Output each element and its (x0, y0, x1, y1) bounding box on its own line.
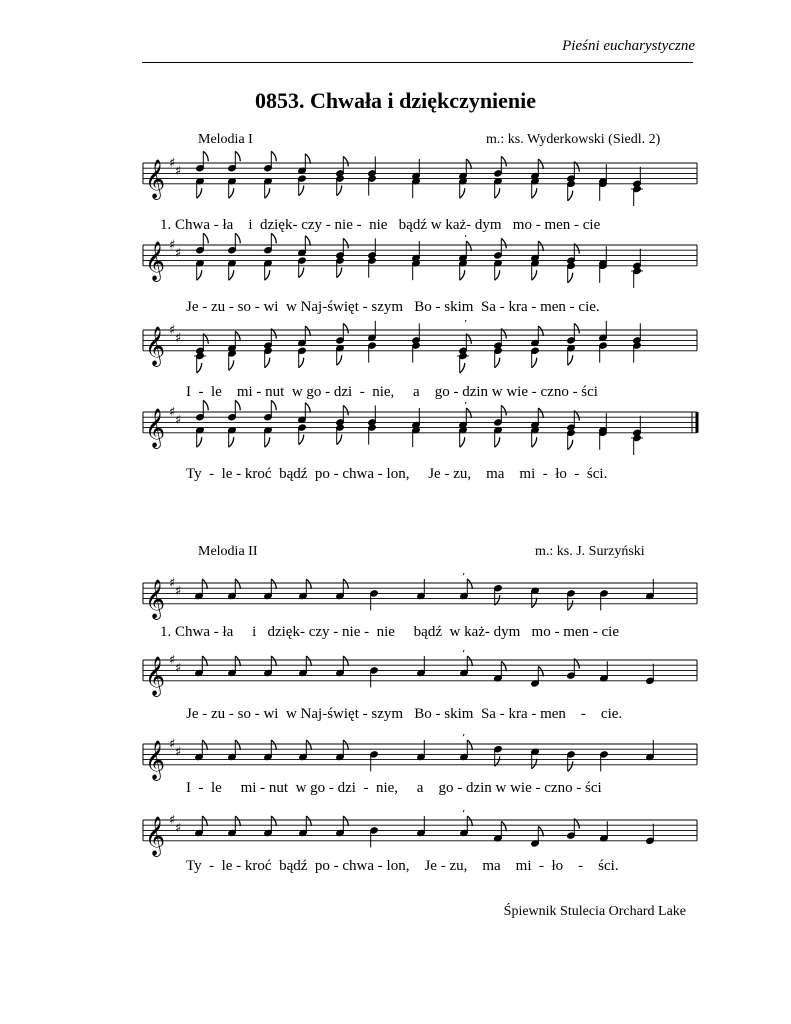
note-flag (467, 816, 472, 826)
note-flag (538, 408, 543, 418)
note-flag (197, 437, 202, 447)
melody-2-line-3-lyrics: I - le mi - nut w go - dzi - nie, a go - dzin w wie - czno - ści (186, 780, 602, 796)
note-flag (197, 363, 202, 373)
note-flag (343, 323, 348, 333)
note-flag (337, 355, 342, 365)
note-flag (265, 188, 270, 198)
note-flag (202, 816, 207, 826)
note-flag (299, 435, 304, 445)
note-flag (466, 159, 471, 169)
melody-2-line-4-lyrics: Ty - le - kroć bądź po - chwa - lon, Je - zu, ma mi - ło - ści. (186, 858, 619, 874)
note-flag (265, 358, 270, 368)
note-flag (337, 268, 342, 278)
sharp-icon: ♯ (175, 820, 182, 836)
treble-clef-icon: 𝄞 (145, 407, 166, 448)
sharp-icon: ♯ (175, 163, 182, 179)
note-flag (235, 656, 240, 666)
note-flag (235, 579, 240, 589)
note-flag (532, 358, 537, 368)
note-flag (532, 188, 537, 198)
note-flag (271, 151, 276, 161)
breath-mark-icon: ’ (462, 649, 466, 660)
sharp-icon: ♯ (169, 405, 176, 420)
note-flag (235, 816, 240, 826)
sharp-icon: ♯ (175, 583, 182, 599)
note-flag (460, 437, 465, 447)
note-flag (538, 241, 543, 251)
note-flag (501, 661, 506, 671)
note-flag (229, 188, 234, 198)
melody-2-credit: m.: ks. J. Surzyński (535, 544, 645, 559)
melody-1-label: Melodia I (198, 132, 253, 147)
note-flag (203, 151, 208, 161)
note-flag (203, 400, 208, 410)
melody-1-line-1-lyrics: 1. Chwa - ła i dzięk- czy - nie - nie bądź w każ- dym mo - men - cie (160, 217, 601, 233)
melody-2-line-1-lyrics: 1. Chwa - ła i dzięk- czy - nie - nie bądź w każ- dym mo - men - cie (160, 624, 620, 640)
note-flag (271, 656, 276, 666)
note-flag (299, 358, 304, 368)
note-flag (460, 188, 465, 198)
note-flag (343, 579, 348, 589)
note-flag (495, 188, 500, 198)
note-flag (202, 579, 207, 589)
note-flag (306, 740, 311, 750)
breath-mark-icon: ’ (462, 809, 466, 820)
treble-clef-icon: 𝄞 (145, 655, 166, 696)
note-flag (568, 440, 573, 450)
note-flag (343, 816, 348, 826)
song-title: 0853. Chwała i dziękczynienie (254, 88, 537, 113)
breath-mark-icon: ’ (462, 733, 466, 744)
note-flag (501, 238, 506, 248)
note-flag (501, 821, 506, 831)
breath-mark-icon: ’ (464, 234, 468, 245)
treble-clef-icon: 𝄞 (145, 815, 166, 856)
note-flag (495, 358, 500, 368)
note-flag (235, 233, 240, 243)
note-flag (501, 156, 506, 166)
sharp-icon: ♯ (169, 156, 176, 171)
melody-1-line-4-lyrics: Ty - le - kroć bądź po - chwa - lon, Je - zu, ma mi - ło - ści. (186, 466, 608, 482)
note-flag (343, 238, 348, 248)
sharp-icon: ♯ (175, 330, 182, 346)
note-flag (306, 816, 311, 826)
sharp-icon: ♯ (169, 737, 176, 752)
note-flag (271, 579, 276, 589)
note-flag (568, 355, 573, 365)
note-flag (574, 323, 579, 333)
breath-mark-icon: ’ (464, 319, 468, 330)
sharp-icon: ♯ (175, 412, 182, 428)
note-flag (299, 268, 304, 278)
note-flag (235, 331, 240, 341)
treble-clef-icon: 𝄞 (145, 578, 166, 619)
note-flag (466, 241, 471, 251)
note-flag (495, 437, 500, 447)
note-flag (501, 405, 506, 415)
footer-source: Śpiewnik Stulecia Orchard Lake (503, 904, 686, 919)
note-flag (343, 656, 348, 666)
sharp-icon: ♯ (175, 660, 182, 676)
note-flag (235, 400, 240, 410)
note-flag (337, 186, 342, 196)
note-flag (568, 761, 573, 771)
note-flag (265, 437, 270, 447)
note-flag (305, 326, 310, 336)
note-flag (305, 154, 310, 164)
note-flag (343, 156, 348, 166)
note-flag (197, 270, 202, 280)
header-title: Pieśni eucharystyczne (562, 38, 695, 54)
note-flag (299, 186, 304, 196)
note-flag (532, 759, 537, 769)
breath-mark-icon: ’ (462, 572, 466, 583)
note-flag (305, 403, 310, 413)
breath-mark-icon: ’ (464, 401, 468, 412)
note-flag (460, 270, 465, 280)
note-flag (235, 151, 240, 161)
note-flag (271, 233, 276, 243)
note-flag (568, 600, 573, 610)
note-flag (265, 270, 270, 280)
note-flag (467, 656, 472, 666)
note-flag (229, 270, 234, 280)
note-flag (306, 656, 311, 666)
note-flag (337, 435, 342, 445)
note-flag (229, 360, 234, 370)
sharp-icon: ♯ (169, 323, 176, 338)
treble-clef-icon: 𝄞 (145, 325, 166, 366)
note-flag (271, 400, 276, 410)
melody-2-label: Melodia II (198, 544, 258, 559)
note-flag (343, 405, 348, 415)
note-flag (271, 740, 276, 750)
note-flag (467, 740, 472, 750)
melody-1-credit: m.: ks. Wyderkowski (Siedl. 2) (486, 132, 661, 147)
note-flag (202, 656, 207, 666)
note-flag (203, 233, 208, 243)
sharp-icon: ♯ (175, 245, 182, 261)
note-flag (235, 740, 240, 750)
note-flag (532, 437, 537, 447)
sharp-icon: ♯ (169, 238, 176, 253)
note-flag (532, 598, 537, 608)
treble-clef-icon: 𝄞 (145, 240, 166, 281)
note-flag (467, 579, 472, 589)
note-flag (538, 666, 543, 676)
note-flag (568, 191, 573, 201)
note-flag (538, 826, 543, 836)
sharp-icon: ♯ (169, 813, 176, 828)
note-flag (229, 437, 234, 447)
note-flag (495, 270, 500, 280)
note-flag (466, 408, 471, 418)
melody-1-line-2-lyrics: Je - zu - so - wi w Naj-święt - szym Bo - skim Sa - kra - men - cie. (186, 299, 600, 315)
melody-1-line-3-lyrics: I - le mi - nut w go - dzi - nie, a go - dzin w wie - czno - ści (186, 384, 598, 400)
sharp-icon: ♯ (175, 744, 182, 760)
note-flag (197, 188, 202, 198)
note-flag (306, 579, 311, 589)
note-flag (271, 816, 276, 826)
treble-clef-icon: 𝄞 (145, 739, 166, 780)
note-flag (343, 740, 348, 750)
note-flag (538, 326, 543, 336)
note-flag (568, 273, 573, 283)
note-flag (305, 236, 310, 246)
note-flag (460, 363, 465, 373)
melody-2-line-2-lyrics: Je - zu - so - wi w Naj-święt - szym Bo - skim Sa - kra - men - cie. (186, 706, 623, 722)
sharp-icon: ♯ (169, 576, 176, 591)
sharp-icon: ♯ (169, 653, 176, 668)
treble-clef-icon: 𝄞 (145, 158, 166, 199)
note-flag (202, 740, 207, 750)
note-flag (532, 270, 537, 280)
note-flag (538, 159, 543, 169)
